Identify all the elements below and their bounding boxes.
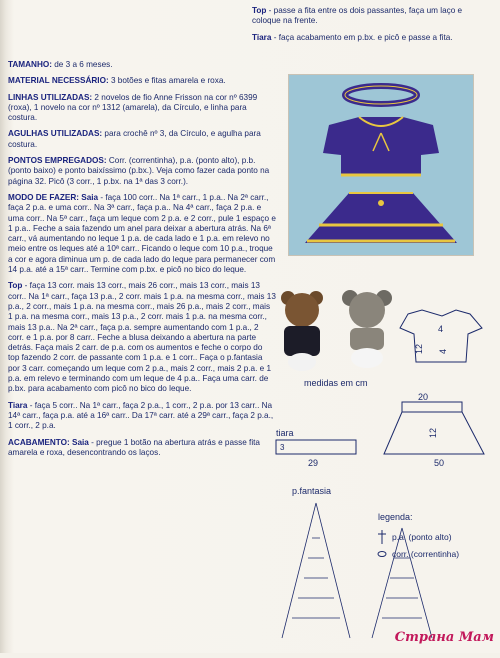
top-paragraph: Top - faça 13 corr. mais 13 corr., mais 26 corr., mais 13 corr., mais 13 corr.. Na 1ª carr., faça 13 p.a., 2 corr. mais 1 p.a. na mesma corr., mais 13 p.a., 2 corr., mais 1 p.a. na mesma corr., mais 26 p.a., mais 2 corr., mais 1 p.a. na mesma corr., mais 13 p.a., 2 corr. mais 1 p.a. na mesma corr., mais 13 p.a.. Na 2ª carr., faça p.a. sempre aumentando com 1 p.a., 2 corr. e 1 p.a. por 8 carr.. Feche a blusa deixando a abertura na parte detrás. Faça mais 2 carr. de p.a. com os aumentos e feche o corpo do top fazendo 2 corr. de passante com 1 p.a. e 1 corr.. Faça o p.fantasia por 3 carr. começando um leque com 2 p.a., mais 2 corr., mais 2 p.a. e 1 p.a. em relevo e terminando com um leque de 4 p.a.. Faça uma carr. de p.bx. para acabamento com picô no bico do leque. [8,281,276,394]
top-right-text [252,6,492,49]
tiara-paragraph: Tiara - faça 5 corr.. Na 1ª carr., faça 2 p.a., 1 corr., 2 p.a. por 13 carr.. Na 14ª carr., faça p.a. até a 16ª carr.. Da 17ª carr. até a 29ª carr., faça 2 p.a., 1 corr., 2 p.a. [8,400,274,431]
chain-symbol [378,552,386,557]
product-photo [288,74,474,256]
method-paragraph: MODO DE FAZER: Saia - faça 100 corr.. Na 1ª carr., 1 p.a.. Na 2ª carr., faça 2 p.a. e uma corr.. Na 3ª carr., faça p.a.. Na 4ª carr., faça 2 p.a. e uma corr.. Na 5ª carr., faça um leque com 2 p.a. e 2 corr., pule 1 espaço e 1 p.a.. Feche a saia fazendo um anel para deixar a abertura atrás. Na 6ª carr., vá aumentando no leque 1 p.a. de cada lado e 1 p.a. em relevo no meio entre os leques até a 10ª carr.. Ficando o leque com 10 p.a., troque a cor e agora diminua um p. de cada lado do leque para permanecer com 14 p.a. até a 15ª carr.. Termine com p.bx. e picô no bico do leque. [8,192,276,275]
stitches-paragraph: PONTOS EMPREGADOS: Corr. (correntinha), p.a. (ponto alto), p.b. (ponto baixo) e ponto baixíssimo (p.bx.). Veja como fazer cada ponto na página 32. Picô (3 corr., 1 p.bx. na 1ª das 3 corr.). [8,156,270,186]
top-sketch [400,310,482,362]
stitch-chart-label: p.fantasia [292,486,332,496]
top-dim-12: 12 [414,343,424,354]
watermark-logo: Страна Мам [394,630,494,645]
instructions-column [8,60,276,464]
finishing-paragraph: ACABAMENTO: Saia - pregue 1 botão na abertura atrás e passe fita amarela e roxa, desencontrando os laços. [8,437,260,457]
stitch-chart [282,503,432,638]
skirt-dim-50: 50 [434,458,445,468]
legend-item-1: p.a. (ponto alto) [392,532,452,542]
measures-label: medidas em cm [304,378,368,388]
skirt-dim-20: 20 [418,392,429,402]
top-instruction: Top - passe a fita entre os dois passantes, faça um laço e coloque na frente. [252,6,463,26]
needles-paragraph: AGULHAS UTILIZADAS: para crochê nº 3, da Círculo, e agulha para costura. [8,129,261,149]
tiara-dim-29: 29 [308,458,319,468]
top-dim-4b: 4 [438,348,448,354]
size-paragraph: TAMANHO: de 3 a 6 meses. [8,60,113,69]
material-paragraph: MATERIAL NECESSÁRIO: 3 botões e fitas amarela e roxa. [8,76,226,86]
legend-title: legenda: [378,512,413,522]
legend-item-2: corr. (correntinha) [392,549,460,559]
chart-legend [378,512,459,559]
skirt-button [378,200,384,206]
tiara-label: tiara [276,428,294,438]
yarn-paragraph: LINHAS UTILIZADAS: 2 novelos de fio Anne Frisson na cor nº 6399 (roxa), 1 novelo na cor nº 1312 (amarela), da Círculo, e linha para costura. [8,92,258,123]
tiara-sketch [276,428,356,468]
treble-symbol [378,530,386,544]
tiara-instruction: Tiara - faça acabamento em p.bx. e picô e passe a fita. [252,32,453,42]
skirt-dim-12: 12 [428,427,438,438]
skirt-sketch [384,392,484,468]
tiara-dim-3: 3 [280,443,285,452]
top-dim-4: 4 [438,324,444,334]
pattern-diagram [272,298,500,653]
